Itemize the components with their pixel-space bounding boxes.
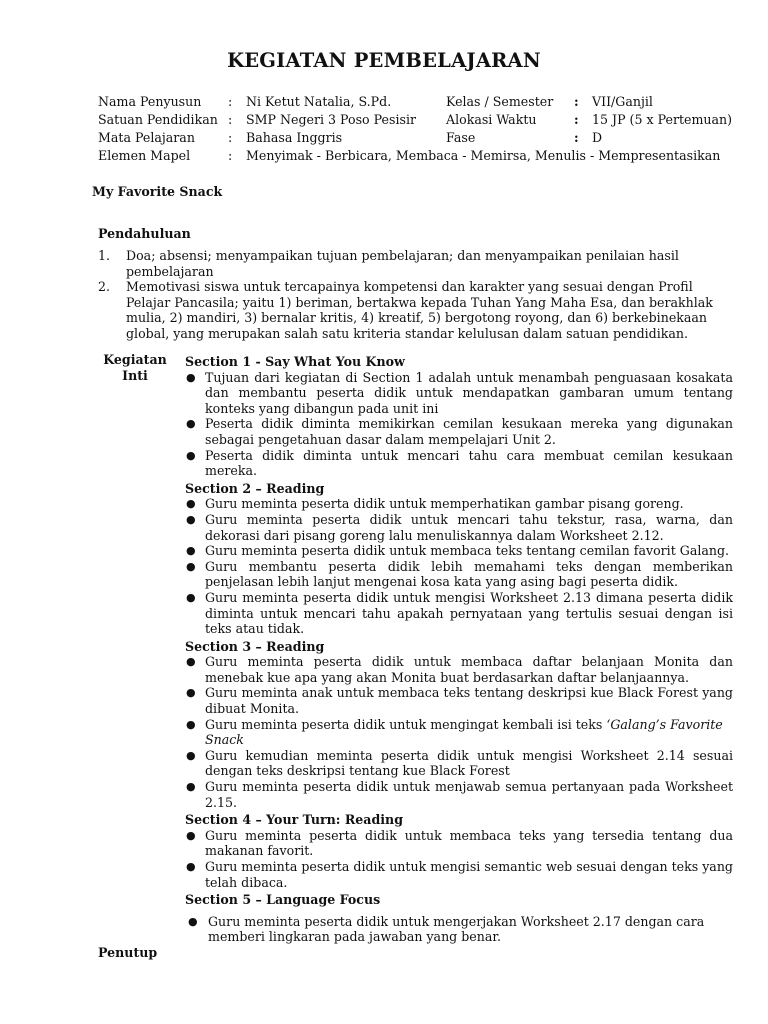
bullet-icon: ● xyxy=(186,828,196,842)
bullet-icon: ● xyxy=(186,860,196,873)
item-text: Guru meminta peserta didik untuk membaca teks tentang cemilan favorit Galang. xyxy=(205,543,730,559)
document-title: KEGIATAN PEMBELAJARAN xyxy=(227,49,541,72)
kegiatan-inti-label xyxy=(100,352,170,383)
bullet-icon: ● xyxy=(186,717,196,731)
pendahuluan-heading: Pendahuluan xyxy=(98,226,191,241)
item-italic-title: ‘Galang’s Favorite Snack xyxy=(205,716,723,748)
section-heading: Section 2 – Reading xyxy=(185,480,325,496)
identity-row xyxy=(98,130,738,148)
field-separator: : xyxy=(574,94,579,109)
item-text: Guru meminta peserta didik untuk mengingat kembali isi teks xyxy=(205,716,603,732)
kegiatan-inti-sections xyxy=(185,354,733,945)
item-text: Peserta didik diminta memikirkan cemilan kesukaan mereka yang digunakan sebagai pengetahuan dasar dalam mempelajari Unit 2. xyxy=(205,416,733,447)
section-heading: Section 3 – Reading xyxy=(185,638,325,654)
section-heading: Section 5 – Language Focus xyxy=(185,892,381,908)
bullet-icon: ● xyxy=(186,780,196,794)
list-item xyxy=(185,590,733,637)
section-heading: Section 1 - Say What You Know xyxy=(185,354,405,369)
field-value: SMP Negeri 3 Poso Pesisir xyxy=(246,112,417,127)
field-label: Kelas / Semester xyxy=(446,94,554,109)
item-text: Guru meminta peserta didik untuk membaca teks yang tersedia tentang dua makanan favorit. xyxy=(205,827,733,859)
field-separator: : xyxy=(574,112,579,127)
list-item xyxy=(185,448,733,479)
identity-row xyxy=(98,112,738,130)
field-label: Nama Penyusun xyxy=(98,94,202,109)
section-list xyxy=(185,914,733,945)
list-item xyxy=(98,248,726,279)
bullet-icon: ● xyxy=(186,417,196,431)
topic-heading: My Favorite Snack xyxy=(92,184,223,199)
field-value: Menyimak - Berbicara, Membaca - Memirsa, Menulis - Mempresentasikan xyxy=(246,148,721,163)
item-text: Guru meminta peserta didik untuk mengisi Worksheet 2.13 dimana peserta didik diminta untuk mencari tahu apakah pernyataan yang tertulis sesuai dengan isi teks atau tidak. xyxy=(205,589,733,637)
list-item xyxy=(185,654,733,685)
field-label: Alokasi Waktu xyxy=(446,112,537,127)
list-item xyxy=(185,543,733,559)
field-separator: : xyxy=(228,94,233,109)
list-item xyxy=(98,279,726,341)
label-line: Kegiatan xyxy=(103,352,167,367)
field-separator: : xyxy=(574,130,579,145)
field-label: Satuan Pendidikan xyxy=(98,112,218,127)
field-value: 15 JP (5 x Pertemuan) xyxy=(592,112,733,127)
list-item xyxy=(185,828,733,859)
identity-row xyxy=(98,94,738,112)
item-text: Tujuan dari kegiatan di Section 1 adalah untuk menambah penguasaan kosakata dan membantu peserta didik untuk mendapatkan gambaran umum tentang konteks yang dibangun pada unit ini xyxy=(205,369,733,416)
bullet-icon: ● xyxy=(186,559,196,573)
field-separator: : xyxy=(228,130,233,145)
list-item xyxy=(185,512,733,543)
list-item xyxy=(185,370,733,417)
bullet-icon: ● xyxy=(186,497,196,511)
bullet-icon: ● xyxy=(186,448,196,462)
field-label: Fase xyxy=(446,130,476,145)
item-text: Guru meminta peserta didik untuk menjawab semua pertanyaan pada Worksheet 2.15. xyxy=(205,779,733,810)
field-separator: : xyxy=(228,112,233,127)
bullet-icon: ● xyxy=(186,370,196,384)
item-text: Guru kemudian meminta peserta didik untuk mengisi Worksheet 2.14 sesuai dengan teks deskripsi tentang kue Black Forest xyxy=(205,747,733,779)
list-item xyxy=(185,685,733,716)
list-item xyxy=(185,416,733,447)
item-number: 1. xyxy=(98,248,111,263)
list-item xyxy=(185,496,733,512)
label-line: Inti xyxy=(122,367,148,383)
field-label: Mata Pelajaran xyxy=(98,130,195,145)
pendahuluan-list xyxy=(98,248,726,342)
list-item xyxy=(185,559,733,590)
section-list xyxy=(185,828,733,890)
list-item xyxy=(185,779,733,810)
bullet-icon: ● xyxy=(186,748,196,762)
bullet-icon: ● xyxy=(186,544,196,558)
list-item xyxy=(185,748,733,779)
bullet-icon: ● xyxy=(186,512,196,526)
list-item xyxy=(185,859,733,890)
item-text: Guru meminta anak untuk membaca teks tentang deskripsi kue Black Forest yang dibuat Monita. xyxy=(205,685,733,717)
bullet-icon: ● xyxy=(186,590,196,604)
field-value: Bahasa Inggris xyxy=(246,130,343,145)
bullet-icon: ● xyxy=(186,686,196,700)
bullet-icon: ● xyxy=(186,655,196,669)
item-text: Guru meminta peserta didik untuk memperhatikan gambar pisang goreng. xyxy=(205,496,684,512)
item-text: Peserta didik diminta untuk mencari tahu cara membuat cemilan kesukaan mereka. xyxy=(205,447,733,479)
list-item xyxy=(185,914,733,945)
item-text: Doa; absensi; menyampaikan tujuan pembelajaran; dan menyampaikan penilaian hasil pembelajaran xyxy=(126,248,679,279)
item-text: Guru meminta peserta didik untuk mengisi semantic web sesuai dengan teks yang telah dibaca. xyxy=(205,859,733,890)
section-list xyxy=(185,370,733,479)
identity-table xyxy=(98,94,738,166)
field-value: VII/Ganjil xyxy=(592,94,653,109)
section-list xyxy=(185,496,733,636)
field-label: Elemen Mapel xyxy=(98,148,191,163)
field-value: D xyxy=(592,130,603,145)
field-value: Ni Ketut Natalia, S.Pd. xyxy=(246,94,392,109)
identity-row-elemen xyxy=(98,148,738,166)
penutup-heading: Penutup xyxy=(98,945,158,960)
bullet-icon: ● xyxy=(188,914,198,928)
item-number: 2. xyxy=(98,279,111,295)
item-text: Guru meminta peserta didik untuk membaca daftar belanjaan Monita dan menebak kue apa yang akan Monita buat berdasarkan daftar belanjaannya. xyxy=(205,654,733,685)
item-text: Guru meminta peserta didik untuk mengerjakan Worksheet 2.17 dengan cara memberi lingkaran pada jawaban yang benar. xyxy=(208,913,705,945)
item-text: Memotivasi siswa untuk tercapainya kompetensi dan karakter yang sesuai dengan Profil Pelajar Pancasila; yaitu 1) beriman, bertakwa kepada Tuhan Yang Maha Esa, dan berakhlak mulia, 2) mandiri, 3) bernalar kritis, 4) kreatif, 5) bergotong royong, dan 6) berkebinekaan global, yang merupakan salah satu kriteria standar kelulusan dalam satuan pendidikan. xyxy=(126,279,713,341)
section-list xyxy=(185,654,733,810)
field-separator: : xyxy=(228,148,233,163)
section-heading: Section 4 – Your Turn: Reading xyxy=(185,812,404,828)
list-item xyxy=(185,717,733,748)
item-text: Guru membantu peserta didik lebih memahami teks dengan memberikan penjelasan lebih lanjut mengenai kosa kata yang asing bagi peserta didik. xyxy=(205,558,733,590)
item-text: Guru meminta peserta didik untuk mencari tahu tekstur, rasa, warna, dan dekorasi dari pisang goreng lalu menuliskannya dalam Worksheet 2.12. xyxy=(205,511,733,543)
